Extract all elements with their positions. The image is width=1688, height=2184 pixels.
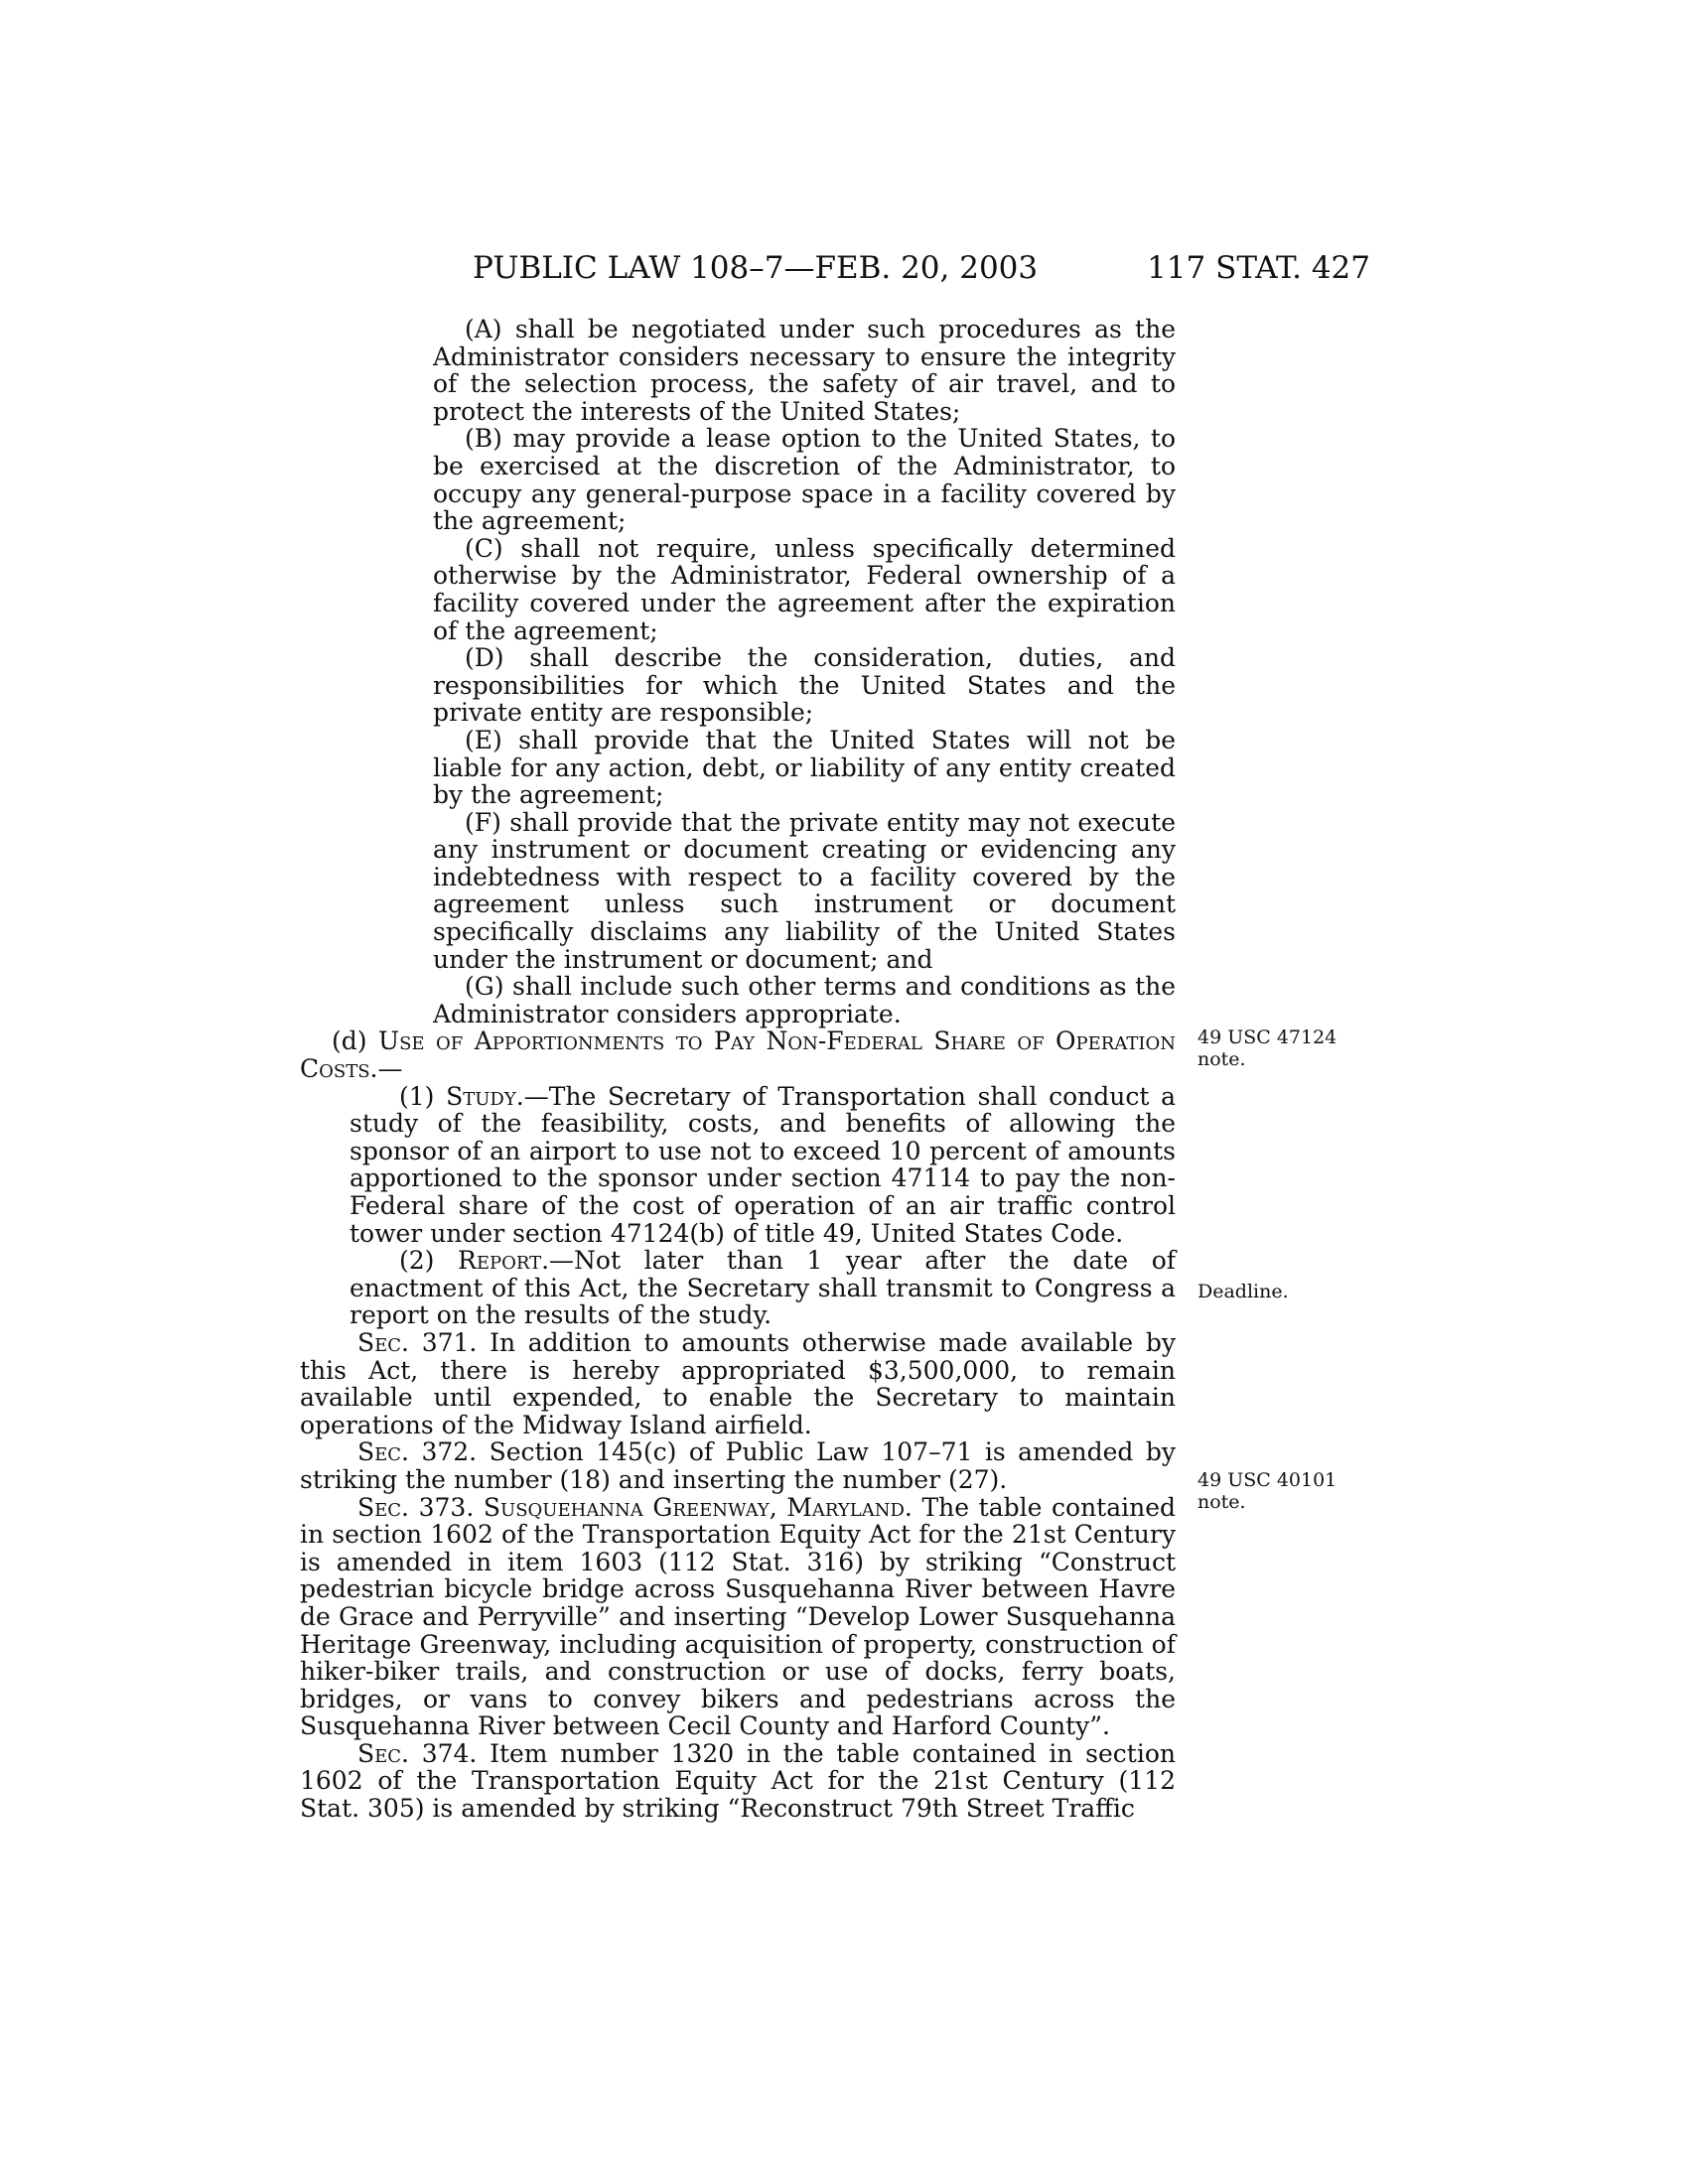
section-number: 372. (421, 1437, 478, 1467)
section-text: Section 145(c) of Public Law 107–71 is amended by striking the number (18) and inserting the number (27). (300, 1437, 1177, 1494)
clause-d (300, 644, 1176, 727)
section-word: Sec. (357, 1437, 409, 1467)
clause-text: shall not require, unless specifically determined otherwise by the Administrator, Federal ownership of a facility covered under the agreement after the expiration of the agreement; (433, 533, 1176, 645)
margin-note-49-usc-40101: 49 USC 40101 note. (1197, 1469, 1337, 1513)
paragraph-heading: Study. (446, 1081, 524, 1111)
margin-note-49-usc-47124: 49 USC 47124 note. (1197, 1026, 1337, 1070)
section-text: The table contained in section 1602 of the Transportation Equity Act for the 21st Century is amended in item 1603 (112 Stat. 316) by striking “Construct pedestrian bicycle bridge across Susquehanna River between Havre de Grace and Perryville” and inserting “Develop Lower Susquehanna Heritage Greenway, including acquisition of property, construction of hiker-biker trails, and construction or use of docks, ferry boats, bridges, or vans to convey bikers and pedestrians across the Susquehanna River between Cecil County and Harford County”. (300, 1492, 1177, 1741)
page-header (298, 248, 1370, 288)
margin-note-deadline: Deadline. (1197, 1281, 1289, 1302)
section-371 (300, 1329, 1176, 1438)
clause-f (300, 809, 1176, 974)
clause-label: (C) (465, 533, 503, 563)
clause-text: shall provide that the private entity may not execute any instrument or document creating or evidencing any indebtedness with respect to a facility covered by the agreement unless such instrument or document specifically disclaims any liability of the United States under the instrument or document; and (433, 807, 1177, 974)
clause-text: shall provide that the United States will not be liable for any action, debt, or liability of any entity created by the agreement; (433, 725, 1176, 810)
clause-c (300, 535, 1176, 644)
clause-label: (G) (465, 972, 504, 1002)
clause-label: (B) (465, 424, 502, 454)
paragraph-dash: — (549, 1246, 575, 1276)
paragraph-heading: Report. (458, 1246, 550, 1276)
clause-text: may provide a lease option to the United States, to be exercised at the discretion of the Administrator, to occupy any general-purpose space in a facility covered by the agreement; (433, 424, 1176, 536)
section-heading: Susquehanna Greenway, Maryland. (483, 1492, 913, 1522)
section-372 (300, 1438, 1176, 1493)
clause-label: (A) (465, 315, 502, 343)
section-text: In addition to amounts otherwise made available by this Act, there is hereby appropriated $3,500,000, to remain available until expended, to enable the Secretary to maintain operations of the Midway Island airfield. (300, 1327, 1176, 1439)
paragraph-text: Not later than 1 year after the date of enactment of this Act, the Secretary shall transmit to Congress a report on the results of the study. (350, 1246, 1176, 1330)
section-text: Item number 1320 in the table contained in section 1602 of the Transportation Equity Act for the 21st Century (112 Stat. 305) is amended by striking “Reconstruct 79th Street Traffic (300, 1738, 1177, 1824)
clause-label: (F) (465, 807, 501, 837)
statute-page-citation: 117 STAT. 427 (1147, 250, 1370, 286)
paragraph-2-report (300, 1247, 1176, 1329)
public-law-citation: PUBLIC LAW 108–7—FEB. 20, 2003 (473, 250, 1039, 286)
clause-label: (E) (465, 725, 502, 754)
section-word: Sec. (357, 1738, 409, 1768)
clause-label: (D) (465, 643, 504, 673)
paragraph-1-study (300, 1083, 1176, 1248)
paragraph-dash: — (523, 1081, 549, 1111)
section-number: 374. (421, 1738, 478, 1768)
clause-text: shall describe the consideration, duties, and responsibilities for which the United States and the private entity are responsible; (433, 643, 1176, 728)
clause-text: shall include such other terms and conditions as the Administrator considers appropriate. (433, 972, 1177, 1028)
clause-text: shall be negotiated under such procedures as the Administrator considers necessary to ensure the integrity of the selection process, the safety of air travel, and to protect the interests of the United States; (433, 315, 1177, 426)
paragraph-text: The Secretary of Transportation shall conduct a study of the feasibility, costs, and benefits of allowing the sponsor of an airport to use not to exceed 10 percent of amounts apportioned to the sponsor under section 47114 to pay the non-Federal share of the cost of operation of an air traffic control tower under section 47124(b) of title 49, United States Code. (350, 1081, 1176, 1248)
clause-g (300, 973, 1176, 1027)
subsection-d-heading (300, 1027, 1176, 1082)
subsection-heading-text: Use of Apportionments to Pay Non-Federal Share of Operation Costs.— (300, 1026, 1176, 1084)
section-373 (300, 1494, 1176, 1740)
paragraph-label: (1) (399, 1081, 435, 1111)
clause-a (300, 316, 1176, 425)
paragraph-label: (2) (399, 1246, 435, 1276)
clause-e (300, 727, 1176, 809)
section-number: 371. (421, 1327, 478, 1357)
clause-b (300, 425, 1176, 534)
section-374 (300, 1740, 1176, 1823)
statute-body (300, 316, 1176, 1823)
section-number: 373. (418, 1492, 475, 1522)
section-word: Sec. (357, 1327, 409, 1357)
subsection-label: (d) (332, 1026, 367, 1056)
section-word: Sec. (357, 1492, 409, 1522)
